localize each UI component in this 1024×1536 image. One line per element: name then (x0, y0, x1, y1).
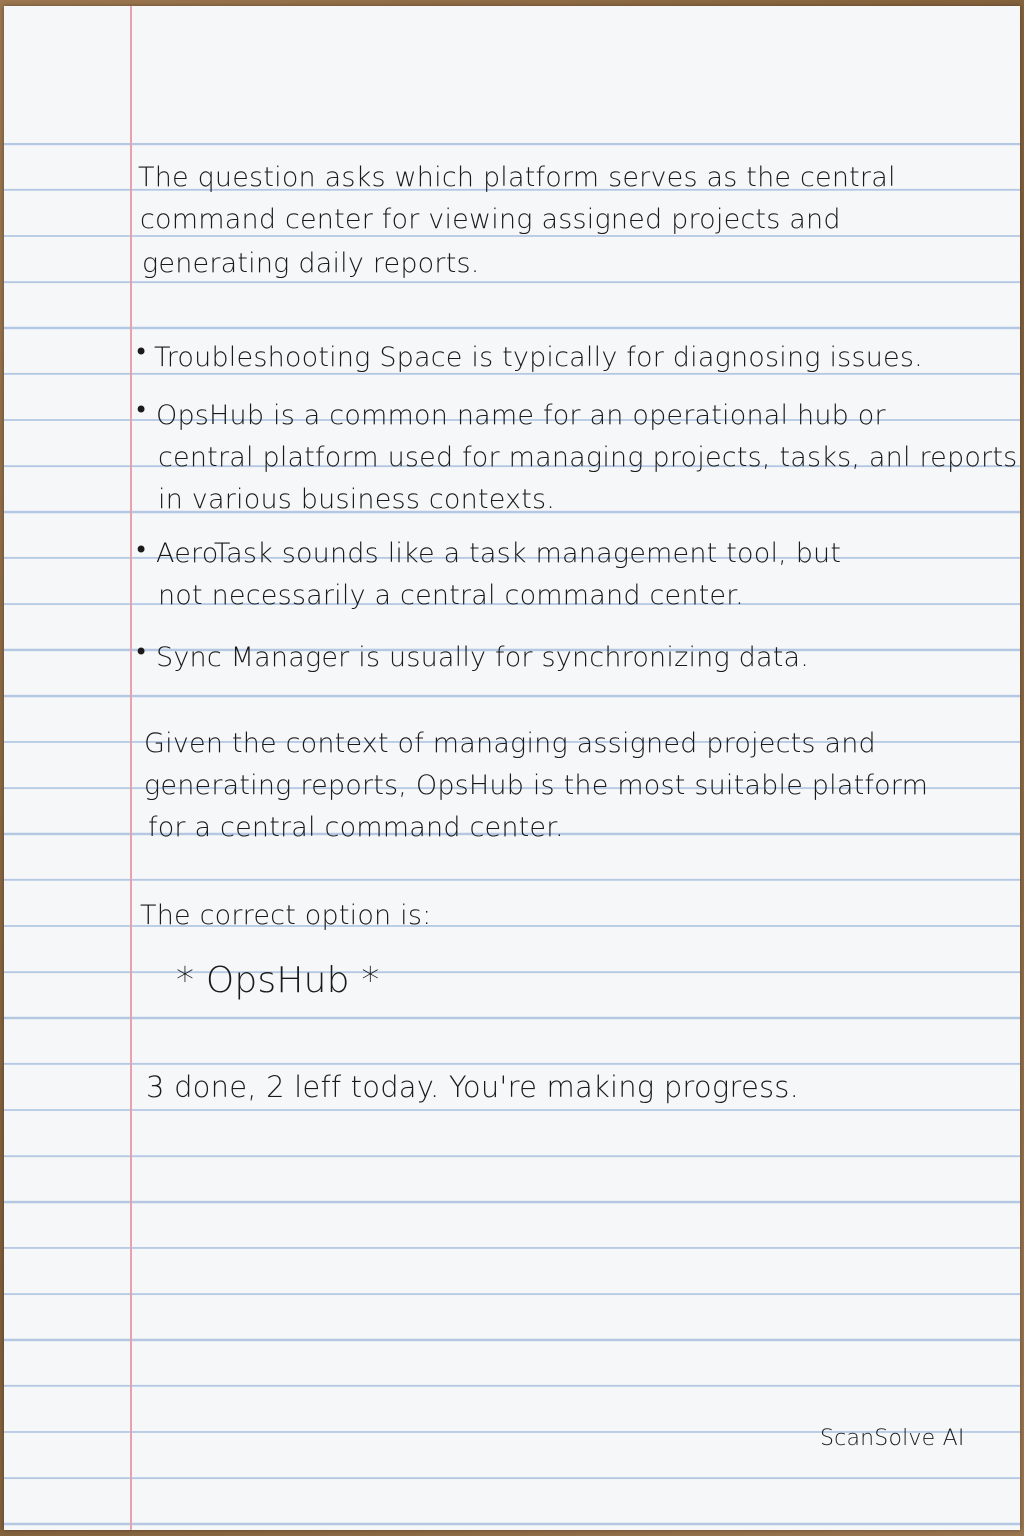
lined-paper-sheet (4, 6, 1020, 1530)
red-margin-line (130, 6, 132, 1530)
progress-note: 3 done, 2 leff today. You're making progress. (146, 1070, 800, 1104)
bullet-2-line-2: central platform used for managing projects, tasks, anl reports (158, 442, 1018, 473)
bullet-dot: • (134, 638, 149, 666)
scansolve-watermark: ScanSolve AI (820, 1426, 965, 1451)
conclusion-line-2: generating reports, OpsHub is the most suitable platform (144, 770, 929, 801)
bullet-3-line-1: AeroTask sounds like a task management tool, but (156, 538, 842, 569)
conclusion-line-1: Given the context of managing assigned projects and (144, 728, 876, 759)
intro-line-3: generating daily reports. (142, 248, 480, 279)
conclusion-line-3: for a central command center. (148, 812, 564, 843)
bullet-3-line-2: not necessarily a central command center. (158, 580, 744, 611)
bullet-2-line-3: in various business contexts. (158, 484, 556, 515)
bullet-1-line-1: Troubleshooting Space is typically for diagnosing issues. (154, 342, 923, 373)
intro-line-2: command center for viewing assigned projects and (140, 204, 841, 235)
bullet-4-line-1: Sync Manager is usually for synchronizing data. (156, 642, 810, 673)
bullet-2-line-1: OpsHub is a common name for an operational hub or (156, 400, 886, 431)
intro-line-1: The question asks which platform serves as the central (138, 162, 896, 193)
bullet-dot: • (134, 536, 149, 564)
answer-intro: The correct option is: (140, 900, 432, 931)
answer-text: * OpsHub * (176, 960, 380, 1001)
bullet-dot: • (134, 338, 149, 366)
bullet-dot: • (134, 396, 149, 424)
